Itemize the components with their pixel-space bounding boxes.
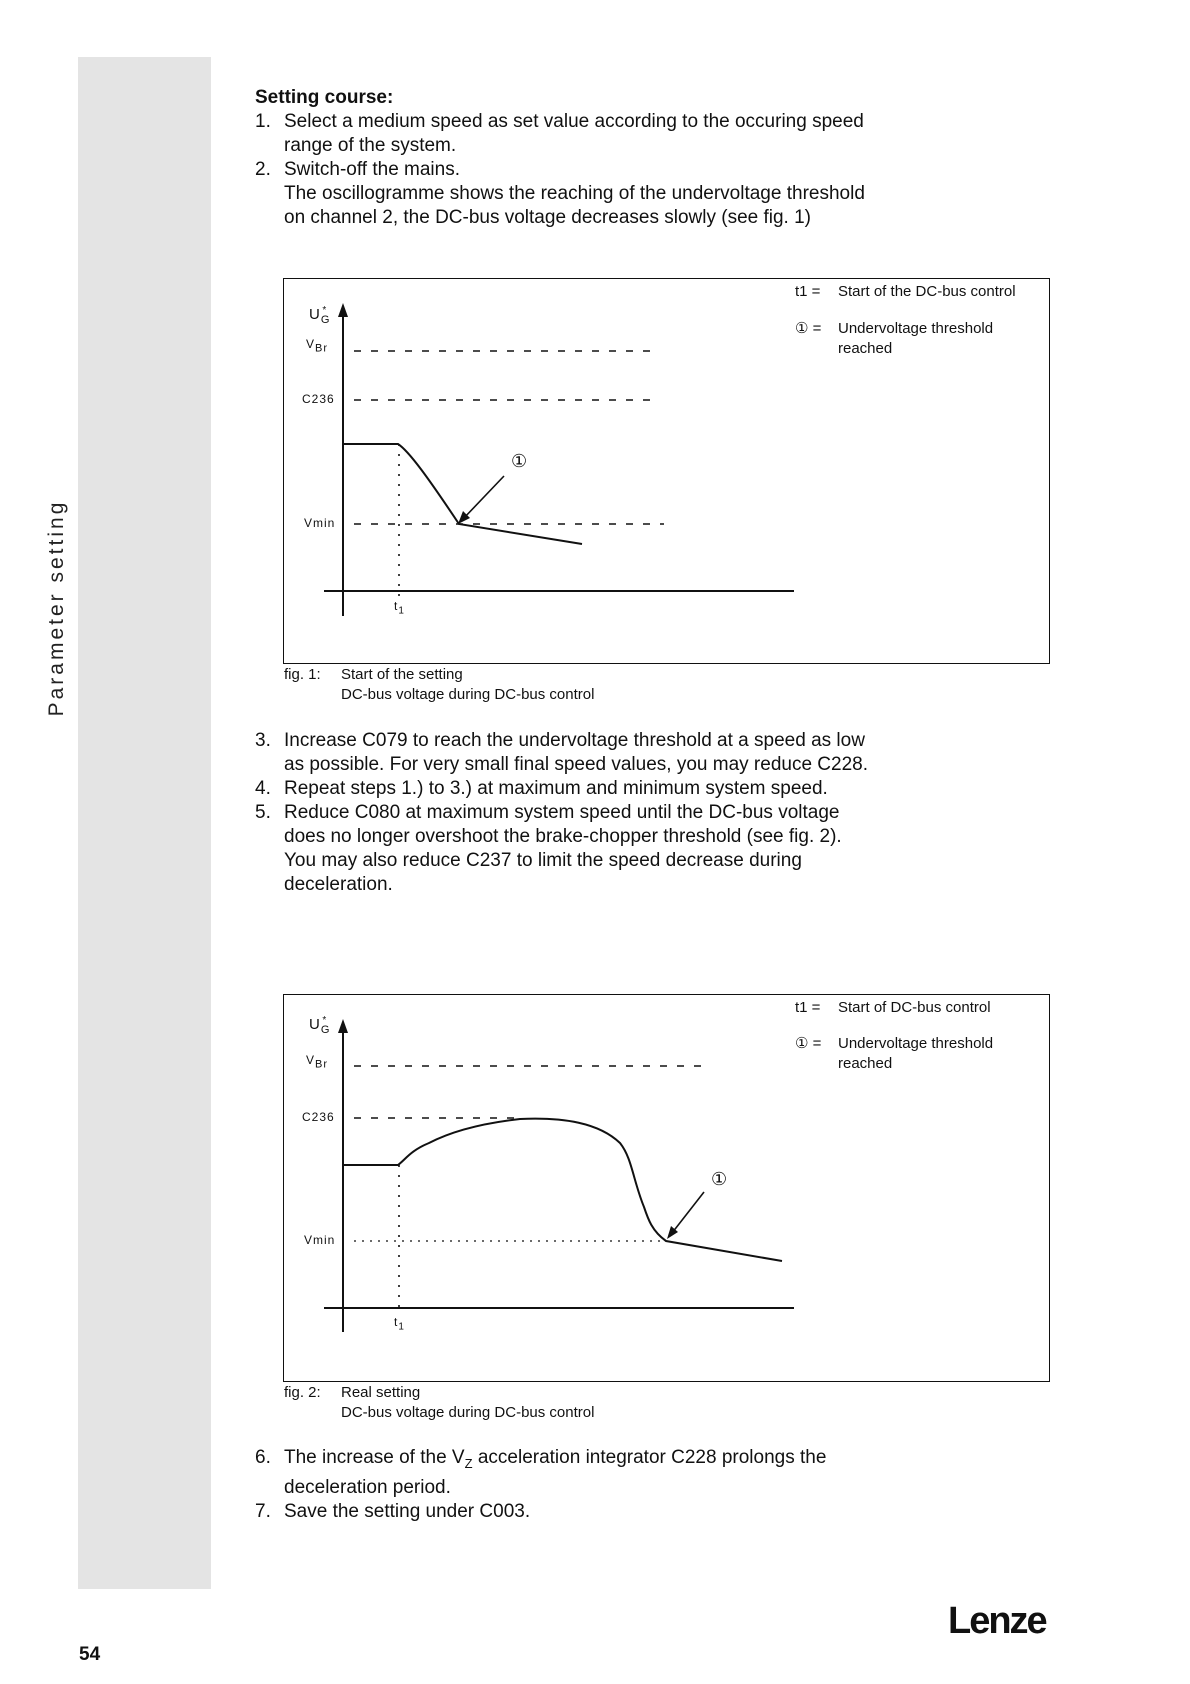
fig1-level-vmin-label: Vmin — [304, 516, 336, 530]
setting-course-intro — [255, 86, 875, 230]
figure-2-caption: fig. 2: Real setting DC-bus voltage during DC-bus control — [284, 1384, 595, 1421]
fig1-level-c236-label: C236 — [302, 392, 335, 406]
list-item: 5. Reduce C080 at maximum system speed until the DC-bus voltage does no longer overshoot the brake-chopper threshold (see fig. 2). You may also reduce C237 to limit the speed decrease during deceleration. — [255, 802, 842, 895]
fig1-marker-label: ① — [511, 451, 529, 471]
figure-2 — [283, 994, 1050, 1382]
fig2-marker-arrow — [672, 1192, 704, 1233]
brand-logo: Lenze — [948, 1600, 1046, 1642]
legend-item: ① = Undervoltage threshold reached — [795, 1035, 994, 1072]
fig2-level-c236-label: C236 — [302, 1110, 335, 1124]
fig2-marker-label: ① — [711, 1169, 729, 1189]
list-item: 3. Increase C079 to reach the undervoltage threshold at a speed as low as possible. For very small final speed values, you may reduce C228. — [255, 730, 868, 775]
fig1-level-vbr-label: $V_{Br}$ — [306, 337, 329, 355]
steps-list-a — [255, 110, 875, 230]
steps-list-b — [255, 729, 875, 897]
fig2-level-vbr-label: $V_{Br}$ — [306, 1053, 329, 1071]
figure-1-caption: fig. 1: Start of the setting DC-bus voltage during DC-bus control — [284, 666, 595, 703]
legend-item: t1 = Start of DC-bus control — [795, 999, 991, 1016]
legend-item: t1 = Start of the DC-bus control — [795, 283, 1016, 300]
section-label: Parameter setting — [45, 499, 68, 717]
steps-list-c — [255, 1446, 905, 1524]
fig2-legend — [795, 998, 1045, 1074]
list-item: 4. Repeat steps 1.) to 3.) at maximum and minimum system speed. — [255, 778, 828, 799]
fig2-y-axis-arrow — [338, 1019, 348, 1033]
sidebar-band — [78, 57, 211, 1589]
legend-item: ① = Undervoltage threshold reached — [795, 320, 994, 357]
fig1-marker-arrow — [463, 476, 504, 519]
fig1-y-axis-arrow — [338, 303, 348, 317]
fig2-t1-label: $t_1$ — [394, 1315, 405, 1333]
fig2-level-vmin-label: Vmin — [304, 1233, 336, 1247]
figure-1 — [283, 278, 1050, 664]
list-item: 6. The increase of the $V_Z$ acceleration integrator C228 prolongs the deceleration period. — [255, 1447, 827, 1498]
setting-course-steps-3-5 — [255, 729, 875, 897]
page-number: 54 — [79, 1644, 101, 1665]
fig1-legend — [795, 282, 1045, 359]
fig1-voltage-curve — [343, 444, 582, 544]
setting-course-steps-6-7 — [255, 1446, 905, 1524]
fig1-axis-y-label: $U_G^*$ — [309, 305, 331, 326]
fig2-axis-y-label: $U_G^*$ — [309, 1015, 331, 1036]
list-item: 7. Save the setting under C003. — [255, 1500, 531, 1522]
fig1-t1-label: $t_1$ — [394, 599, 405, 617]
list-item: 2. Switch-off the mains. The oscillogramme shows the reaching of the undervoltage threshold on channel 2, the DC-bus voltage decreases slowly (see fig. 1) — [255, 159, 865, 228]
list-item: 1. Select a medium speed as set value according to the occuring speed range of the system. — [255, 111, 864, 156]
section-heading: Setting course: — [255, 87, 394, 108]
